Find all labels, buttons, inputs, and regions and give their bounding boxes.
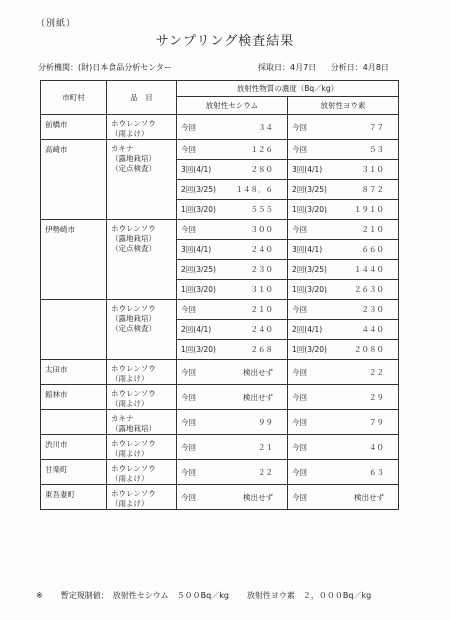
cesium-round-label: 1回(3/20) <box>181 345 216 354</box>
cesium-value: ２６８ <box>250 345 273 354</box>
item-line: ホウレンソウ <box>111 364 156 373</box>
document-title: サンプリング検査結果 <box>155 34 295 49</box>
cesium-cell <box>177 200 288 220</box>
cesium-cell <box>177 140 288 160</box>
cesium-round-label: 今回 <box>181 225 196 234</box>
table-row <box>41 485 399 510</box>
item-line: （定点検査） <box>111 244 156 253</box>
analysis-date: 分析日：4月8日 <box>330 63 389 72</box>
item-line: （雨よけ） <box>111 399 149 408</box>
cesium-round-label: 今回 <box>181 122 196 132</box>
item-line: （雨よけ） <box>111 129 149 138</box>
iodine-round-label: 今回 <box>292 417 307 427</box>
item-cell <box>107 460 177 485</box>
cesium-value: ５５５ <box>250 205 273 214</box>
item-cell <box>107 360 177 385</box>
cesium-cell <box>177 280 288 300</box>
header-item: 品 目 <box>107 81 177 115</box>
item-line: ホウレンソウ <box>111 304 156 313</box>
cesium-cell <box>177 260 288 280</box>
cesium-cell <box>177 220 288 240</box>
iodine-value: １９１０ <box>354 205 385 214</box>
cesium-cell <box>177 485 288 510</box>
cesium-cell <box>177 410 288 435</box>
cesium-cell <box>177 385 288 410</box>
iodine-cell <box>288 320 399 340</box>
item-line: ホウレンソウ <box>111 389 156 398</box>
iodine-value: ２９ <box>369 392 385 402</box>
iodine-round-label: 今回 <box>292 225 307 234</box>
cesium-round-label: 2回(3/25) <box>181 265 216 274</box>
header-municipality: 市町村 <box>41 81 107 115</box>
iodine-cell <box>288 280 399 300</box>
lab-name: 分析機関：(財)日本食品分析センター <box>38 63 172 72</box>
header-iodine: 放射性ヨウ素 <box>288 97 399 115</box>
item-cell <box>107 220 177 300</box>
cesium-round-label: 今回 <box>181 417 196 427</box>
cesium-value: ２８０ <box>250 165 273 174</box>
iodine-round-label: 今回 <box>292 442 307 452</box>
iodine-round-label: 3回(4/1) <box>292 165 323 174</box>
item-line: カキナ <box>111 414 134 423</box>
iodine-cell <box>288 435 399 460</box>
cesium-value: ２１０ <box>250 305 273 314</box>
iodine-value: ２１０ <box>361 225 385 234</box>
item-cell <box>107 140 177 220</box>
item-line: ホウレンソウ <box>111 224 156 233</box>
iodine-cell <box>288 140 399 160</box>
iodine-cell <box>288 410 399 435</box>
item-cell <box>107 410 177 435</box>
iodine-value: ８７２ <box>361 185 385 194</box>
cesium-cell <box>177 240 288 260</box>
iodine-round-label: 2回(4/1) <box>292 325 323 334</box>
cesium-value: ２３０ <box>250 265 273 274</box>
municipality-cell: 伊勢崎市 <box>41 220 107 300</box>
item-line: （雨よけ） <box>111 449 149 458</box>
note-iodine-limit: 放射性ヨウ素 ２，０００Bq／kg <box>246 591 372 600</box>
note-cesium-limit: 放射性セシウム ５００Bq／kg <box>112 591 229 600</box>
iodine-round-label: 3回(4/1) <box>292 245 323 254</box>
item-line: （定点検査） <box>111 164 156 173</box>
iodine-round-label: 1回(3/20) <box>292 285 327 294</box>
iodine-round-label: 今回 <box>292 392 307 402</box>
iodine-value: 検出せず <box>354 492 385 502</box>
cesium-round-label: 1回(3/20) <box>181 285 216 294</box>
iodine-value: ２６３０ <box>354 285 385 294</box>
cesium-value: ３１０ <box>250 285 273 294</box>
iodine-cell <box>288 360 399 385</box>
cesium-cell <box>177 340 288 360</box>
cesium-value: 検出せず <box>243 392 273 402</box>
header-concentration: 放射性物質の濃度（Bq／kg） <box>177 81 399 97</box>
item-line: カキナ <box>111 144 134 153</box>
item-line: （定点検査） <box>111 324 156 333</box>
iodine-round-label: 今回 <box>292 145 307 154</box>
iodine-cell <box>288 200 399 220</box>
cesium-value: ３４ <box>258 122 273 132</box>
iodine-round-label: 今回 <box>292 305 307 314</box>
municipality-cell: 館林市 <box>41 385 107 410</box>
cesium-round-label: 2回(3/25) <box>181 185 216 194</box>
iodine-cell <box>288 460 399 485</box>
table-row <box>41 435 399 460</box>
municipality-cell: 東吾妻町 <box>41 485 107 510</box>
iodine-round-label: 今回 <box>292 367 307 377</box>
municipality-cell: 甘楽町 <box>41 460 107 485</box>
cesium-round-label: 3回(4/1) <box>181 165 212 174</box>
cesium-cell <box>177 115 288 140</box>
cesium-value: ２４０ <box>250 325 273 334</box>
iodine-value: ４４０ <box>361 325 385 334</box>
municipality-cell: 太田市 <box>41 360 107 385</box>
iodine-cell <box>288 160 399 180</box>
table-row <box>41 360 399 385</box>
item-line: （露地栽培） <box>111 154 156 163</box>
annex-label: （別紙） <box>36 19 77 29</box>
note-mark: ※ <box>36 591 43 600</box>
cesium-round-label: 2回(4/1) <box>181 325 212 334</box>
cesium-cell <box>177 180 288 200</box>
item-line: ホウレンソウ <box>111 464 156 473</box>
cesium-value: １４８．６ <box>235 185 273 194</box>
cesium-value: １２６ <box>250 145 273 154</box>
iodine-round-label: 1回(3/20) <box>292 345 327 354</box>
cesium-value: ２１ <box>258 442 273 452</box>
item-line: （露地栽培） <box>111 424 156 433</box>
cesium-round-label: 今回 <box>181 392 196 402</box>
cesium-cell <box>177 360 288 385</box>
iodine-round-label: 1回(3/20) <box>292 205 327 214</box>
iodine-cell <box>288 485 399 510</box>
item-cell <box>107 115 177 140</box>
cesium-round-label: 今回 <box>181 305 196 314</box>
municipality-cell <box>41 300 107 360</box>
iodine-value: ２２ <box>369 367 385 377</box>
table-row <box>41 220 399 240</box>
item-line: ホウレンソウ <box>111 439 156 448</box>
iodine-value: ６６０ <box>361 245 385 254</box>
iodine-value: ６３ <box>369 467 385 477</box>
cesium-value: ２２ <box>258 467 273 477</box>
cesium-cell <box>177 160 288 180</box>
header-cesium: 放射性セシウム <box>177 97 288 115</box>
item-line: ホウレンソウ <box>111 489 156 498</box>
cesium-value: ２４０ <box>250 245 273 254</box>
iodine-value: ５３ <box>369 145 385 154</box>
iodine-round-label: 2回(3/25) <box>292 265 327 274</box>
cesium-cell <box>177 320 288 340</box>
regulation-note <box>36 590 389 601</box>
results-table <box>40 80 399 510</box>
results-body <box>41 115 399 510</box>
table-row <box>41 115 399 140</box>
item-line: （雨よけ） <box>111 374 149 383</box>
cesium-round-label: 今回 <box>181 492 196 502</box>
cesium-value: ９９ <box>258 417 273 427</box>
municipality-cell <box>41 410 107 435</box>
cesium-value: 検出せず <box>243 492 273 502</box>
iodine-value: １４４０ <box>354 265 385 274</box>
cesium-round-label: 今回 <box>181 145 196 154</box>
cesium-round-label: 今回 <box>181 467 196 477</box>
iodine-cell <box>288 220 399 240</box>
iodine-value: ７９ <box>369 417 385 427</box>
municipality-cell: 前橋市 <box>41 115 107 140</box>
iodine-round-label: 今回 <box>292 122 307 132</box>
iodine-value: ３１０ <box>361 165 385 174</box>
iodine-cell <box>288 240 399 260</box>
cesium-value: ３００ <box>250 225 273 234</box>
item-line: （雨よけ） <box>111 499 149 508</box>
item-line: （露地栽培） <box>111 234 156 243</box>
cesium-round-label: 1回(3/20) <box>181 205 216 214</box>
iodine-cell <box>288 260 399 280</box>
iodine-cell <box>288 300 399 320</box>
table-row <box>41 385 399 410</box>
cesium-round-label: 3回(4/1) <box>181 245 212 254</box>
iodine-round-label: 今回 <box>292 492 307 502</box>
iodine-cell <box>288 385 399 410</box>
item-cell <box>107 435 177 460</box>
iodine-round-label: 今回 <box>292 467 307 477</box>
iodine-cell <box>288 180 399 200</box>
cesium-value: 検出せず <box>243 367 273 377</box>
municipality-cell: 渋川市 <box>41 435 107 460</box>
iodine-round-label: 2回(3/25) <box>292 185 327 194</box>
cesium-cell <box>177 460 288 485</box>
table-row <box>41 410 399 435</box>
item-line: （露地栽培） <box>111 314 156 323</box>
item-line: （雨よけ） <box>111 474 149 483</box>
cesium-cell <box>177 435 288 460</box>
municipality-cell: 高崎市 <box>41 140 107 220</box>
cesium-cell <box>177 300 288 320</box>
iodine-cell <box>288 340 399 360</box>
iodine-cell <box>288 115 399 140</box>
cesium-round-label: 今回 <box>181 367 196 377</box>
cesium-round-label: 今回 <box>181 442 196 452</box>
note-label: 暫定規制値： <box>60 591 109 600</box>
table-row <box>41 140 399 160</box>
iodine-value: ２３０ <box>361 305 385 314</box>
item-cell <box>107 300 177 360</box>
iodine-value: ２０８０ <box>354 345 385 354</box>
dates <box>258 62 401 73</box>
item-cell <box>107 385 177 410</box>
item-line: ホウレンソウ <box>111 119 156 128</box>
table-row <box>41 460 399 485</box>
iodine-value: ４０ <box>369 442 385 452</box>
table-row <box>41 300 399 320</box>
iodine-value: ７７ <box>369 122 385 132</box>
item-cell <box>107 485 177 510</box>
sampling-date: 採取日：4月7日 <box>258 63 317 72</box>
